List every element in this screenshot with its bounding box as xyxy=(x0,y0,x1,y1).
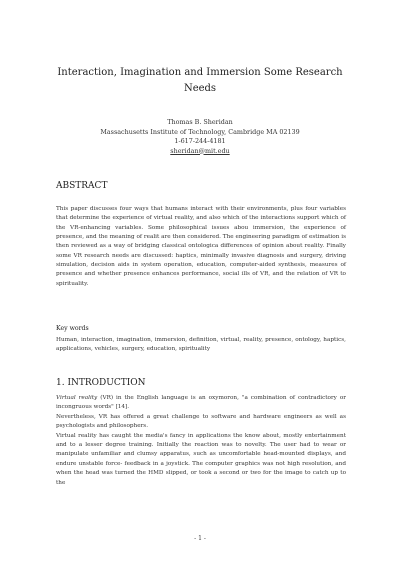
author-affiliation: Massachusetts Institute of Technology, Cambridge MA 02139 xyxy=(100,127,300,136)
page-number: - 1 - xyxy=(194,535,206,542)
keywords-heading: Key words xyxy=(56,325,89,332)
introduction-body xyxy=(56,394,346,488)
paper-title: Interaction, Imagination and Immersion Some Research Needs xyxy=(57,67,343,94)
intro-paragraph-2: Nevertheless, VR has offered a great challenge to software and hardware engineers as well as psychologists and philosophers. xyxy=(56,413,346,430)
intro-paragraph-1-rest: (VR) in the English language is an oxymoron, "a combination of contradictory or incongruous words" [14]. xyxy=(56,395,346,411)
abstract-heading: ABSTRACT xyxy=(56,181,108,191)
author-name: Thomas B. Sheridan xyxy=(167,118,233,126)
author-phone: 1-617-244-4181 xyxy=(174,137,226,145)
intro-term-virtual-reality: Virtual reality xyxy=(56,395,98,401)
intro-paragraph-3: Virtual reality has caught the media's fancy in applications the know about, mostly entertainment and to a lesser degree training. Initially the reaction was to novelty. The user had to wear or manipulate unfamiliar and clumsy apparatus, such as uncomfortable head-mounted displays, and endure unstable force- feedback in a joystick. The computer graphics was not high resolution, and when the head was turned the HMD slipped, or took a second or two for the image to catch up to the xyxy=(56,432,346,486)
introduction-heading: 1. INTRODUCTION xyxy=(56,378,146,388)
author-block xyxy=(40,118,360,156)
abstract-text: This paper discusses four ways that humans interact with their environments, plus four variables that determine the experience of virtual reality, and also which of the interactions support which of the VR-enhancing variables. Some philosophical issues abou immersion, the experience of presence, and the meaning of realit are then considered. The engineering paradigm of estimation is then reviewed as a way of bridging classical ontologica differences of opinion about reality. Finally some VR research needs are discussed: haptics, minimally invasive diagnosis and surgery, driving simulation, decision aids in system operation, education, computer-aided synthesis, measures of presence and whether presence enhances performance, social ills of VR, and the relation of VR to spirituality. xyxy=(56,206,346,287)
intro-paragraph-1 xyxy=(56,394,346,413)
keywords-text: Human, interaction, imagination, immersion, definition, virtual, reality, presence, ontology, haptics, applications, vehicles, surgery, education, spirituality xyxy=(56,337,346,353)
author-email[interactable]: sheridan@mit.edu xyxy=(170,146,230,155)
